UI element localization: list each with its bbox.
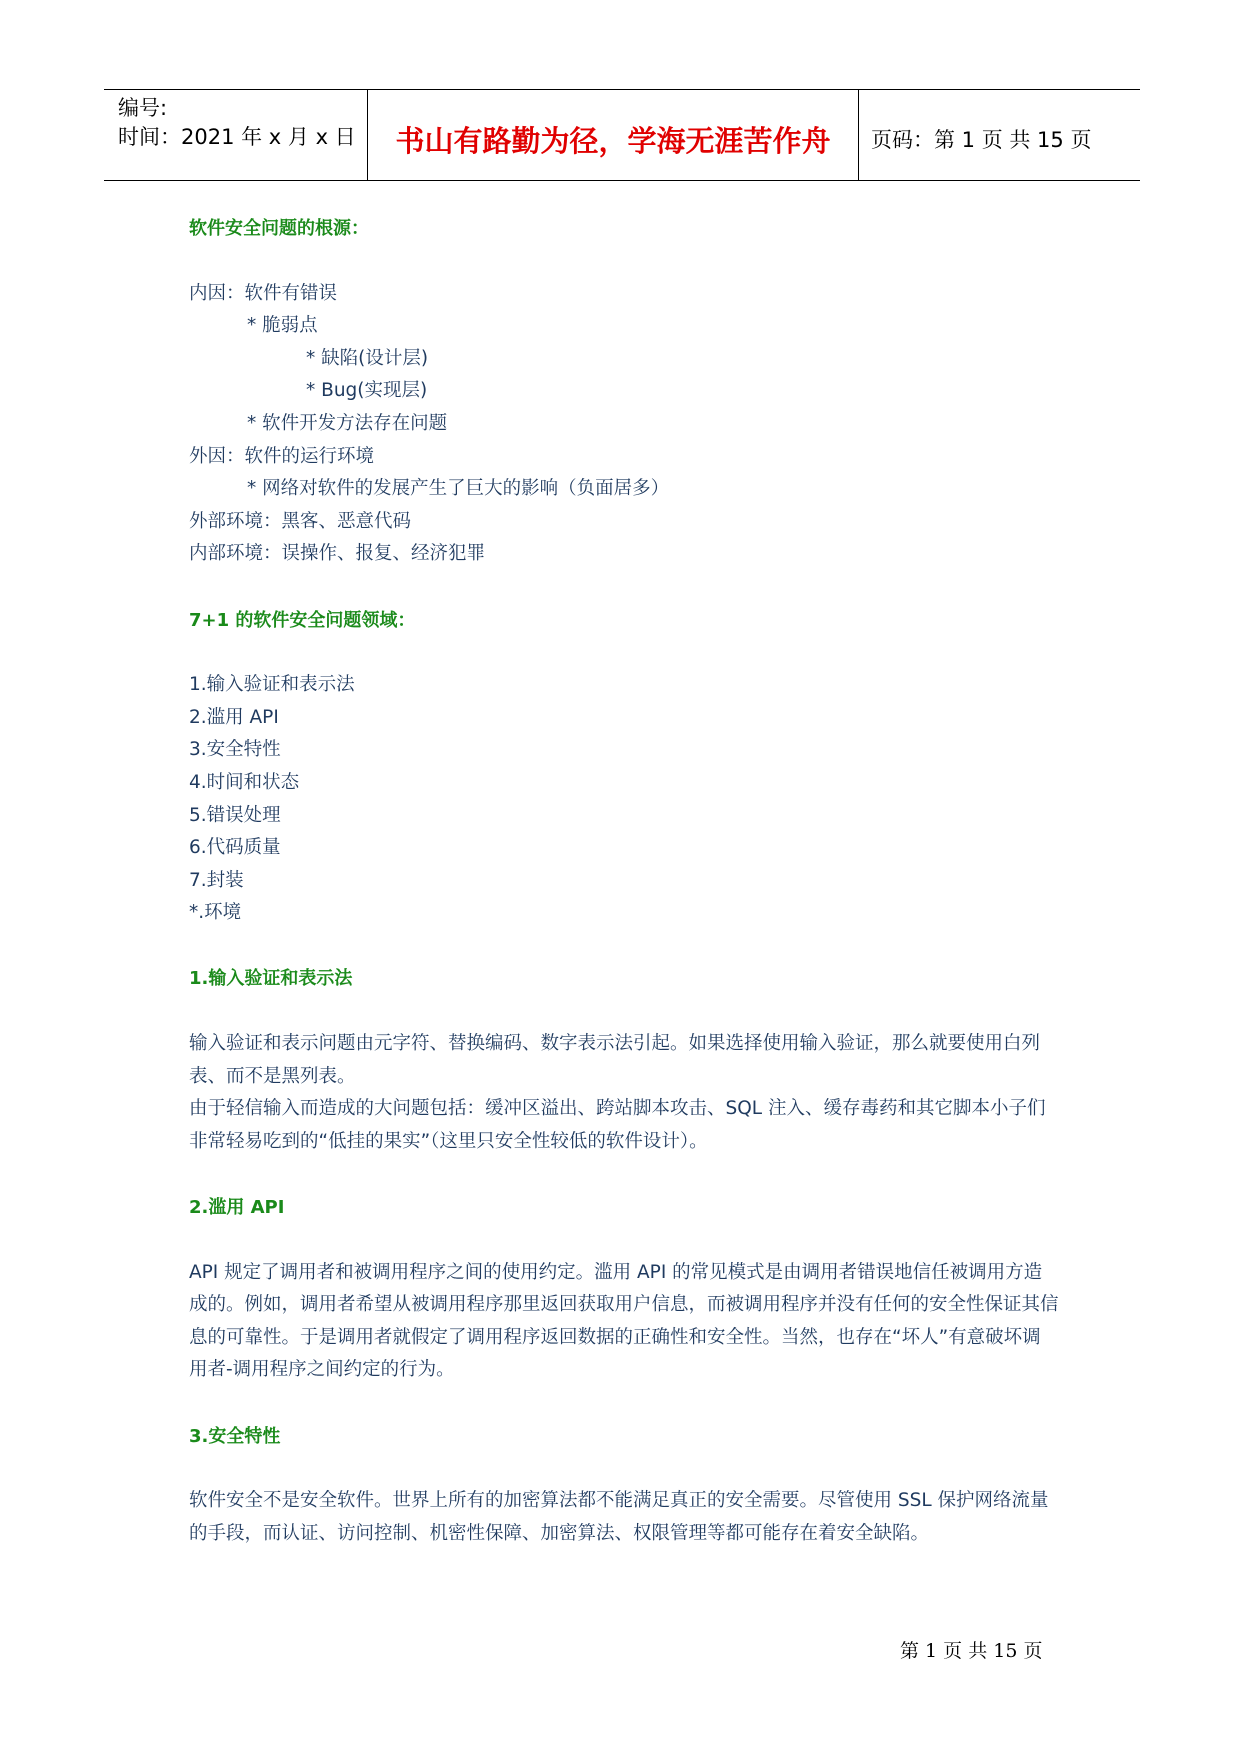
list-item: 内部环境：误操作、报复、经济犯罪 bbox=[189, 543, 486, 565]
paragraph: 软件安全不是安全软件。世界上所有的加密算法都不能满足真正的安全需要。尽管使用 SSL 保护网络流量的手段，而认证、访问控制、机密性保障、加密算法、权限管理等都可能存在着安全缺陷。 bbox=[189, 1490, 1049, 1544]
list-item: * 脆弱点 bbox=[247, 315, 318, 337]
paragraph: API 规定了调用者和被调用程序之间的使用约定。滥用 API 的常见模式是由调用者错误地信任被调用方造成的。例如，调用者希望从被调用程序那里返回获取用户信息，而被调用程序并没有任何的安全性保证其信息的可靠性。于是调用者就假定了调用程序返回数据的正确性和安全性。当然，也存在“坏人”有意破坏调用者-调用程序之间约定的行为。 bbox=[189, 1261, 1059, 1381]
section-heading-domains: 7+1 的软件安全问题领域： bbox=[189, 609, 416, 631]
list-item: 外因：软件的运行环境 bbox=[189, 445, 375, 467]
section-heading-roots: 软件安全问题的根源： bbox=[189, 218, 369, 239]
page-header bbox=[104, 89, 1140, 181]
document-body bbox=[189, 212, 1059, 1550]
section-heading-security-features: 3.安全特性 bbox=[189, 1425, 281, 1447]
paragraph: 输入验证和表示问题由元字符、替换编码、数字表示法引起。如果选择使用输入验证，那么就要使用白列表、而不是黑列表。 bbox=[189, 1033, 1041, 1087]
list-item: 2.滥用 API bbox=[189, 706, 279, 728]
header-meta bbox=[104, 90, 368, 180]
list-item: 3.安全特性 bbox=[189, 739, 281, 761]
list-item: 1.输入验证和表示法 bbox=[189, 674, 355, 696]
header-motto: 书山有路勤为径，学海无涯苦作舟 bbox=[368, 90, 859, 180]
header-page-info: 页码：第 1 页 共 15 页 bbox=[871, 128, 1092, 152]
section-heading-api-abuse: 2.滥用 API bbox=[189, 1197, 285, 1219]
list-item: * 软件开发方法存在问题 bbox=[247, 412, 448, 434]
page-footer: 第 1 页 共 15 页 bbox=[900, 1640, 1043, 1662]
list-item: 5.错误处理 bbox=[189, 804, 281, 826]
list-item: *.环境 bbox=[189, 902, 242, 924]
list-item: * Bug(实现层) bbox=[306, 380, 428, 402]
list-item: * 缺陷(设计层) bbox=[306, 347, 429, 369]
list-item: 6.代码质量 bbox=[189, 837, 281, 859]
number-label: 编号: bbox=[118, 96, 168, 120]
list-item: 内因：软件有错误 bbox=[189, 282, 338, 304]
time-label: 时间：2021 年 x 月 x 日 bbox=[118, 125, 356, 149]
section-heading-input-validation: 1.输入验证和表示法 bbox=[189, 968, 353, 990]
list-item: 4.时间和状态 bbox=[189, 771, 300, 793]
list-item: 7.封装 bbox=[189, 869, 244, 891]
list-item: * 网络对软件的发展产生了巨大的影响（负面居多） bbox=[247, 478, 670, 500]
list-item: 外部环境：黑客、恶意代码 bbox=[189, 510, 412, 532]
paragraph: 由于轻信输入而造成的大问题包括：缓冲区溢出、跨站脚本攻击、SQL 注入、缓存毒药和其它脚本小子们非常轻易吃到的“低挂的果实”（这里只安全性较低的软件设计）。 bbox=[189, 1098, 1046, 1152]
